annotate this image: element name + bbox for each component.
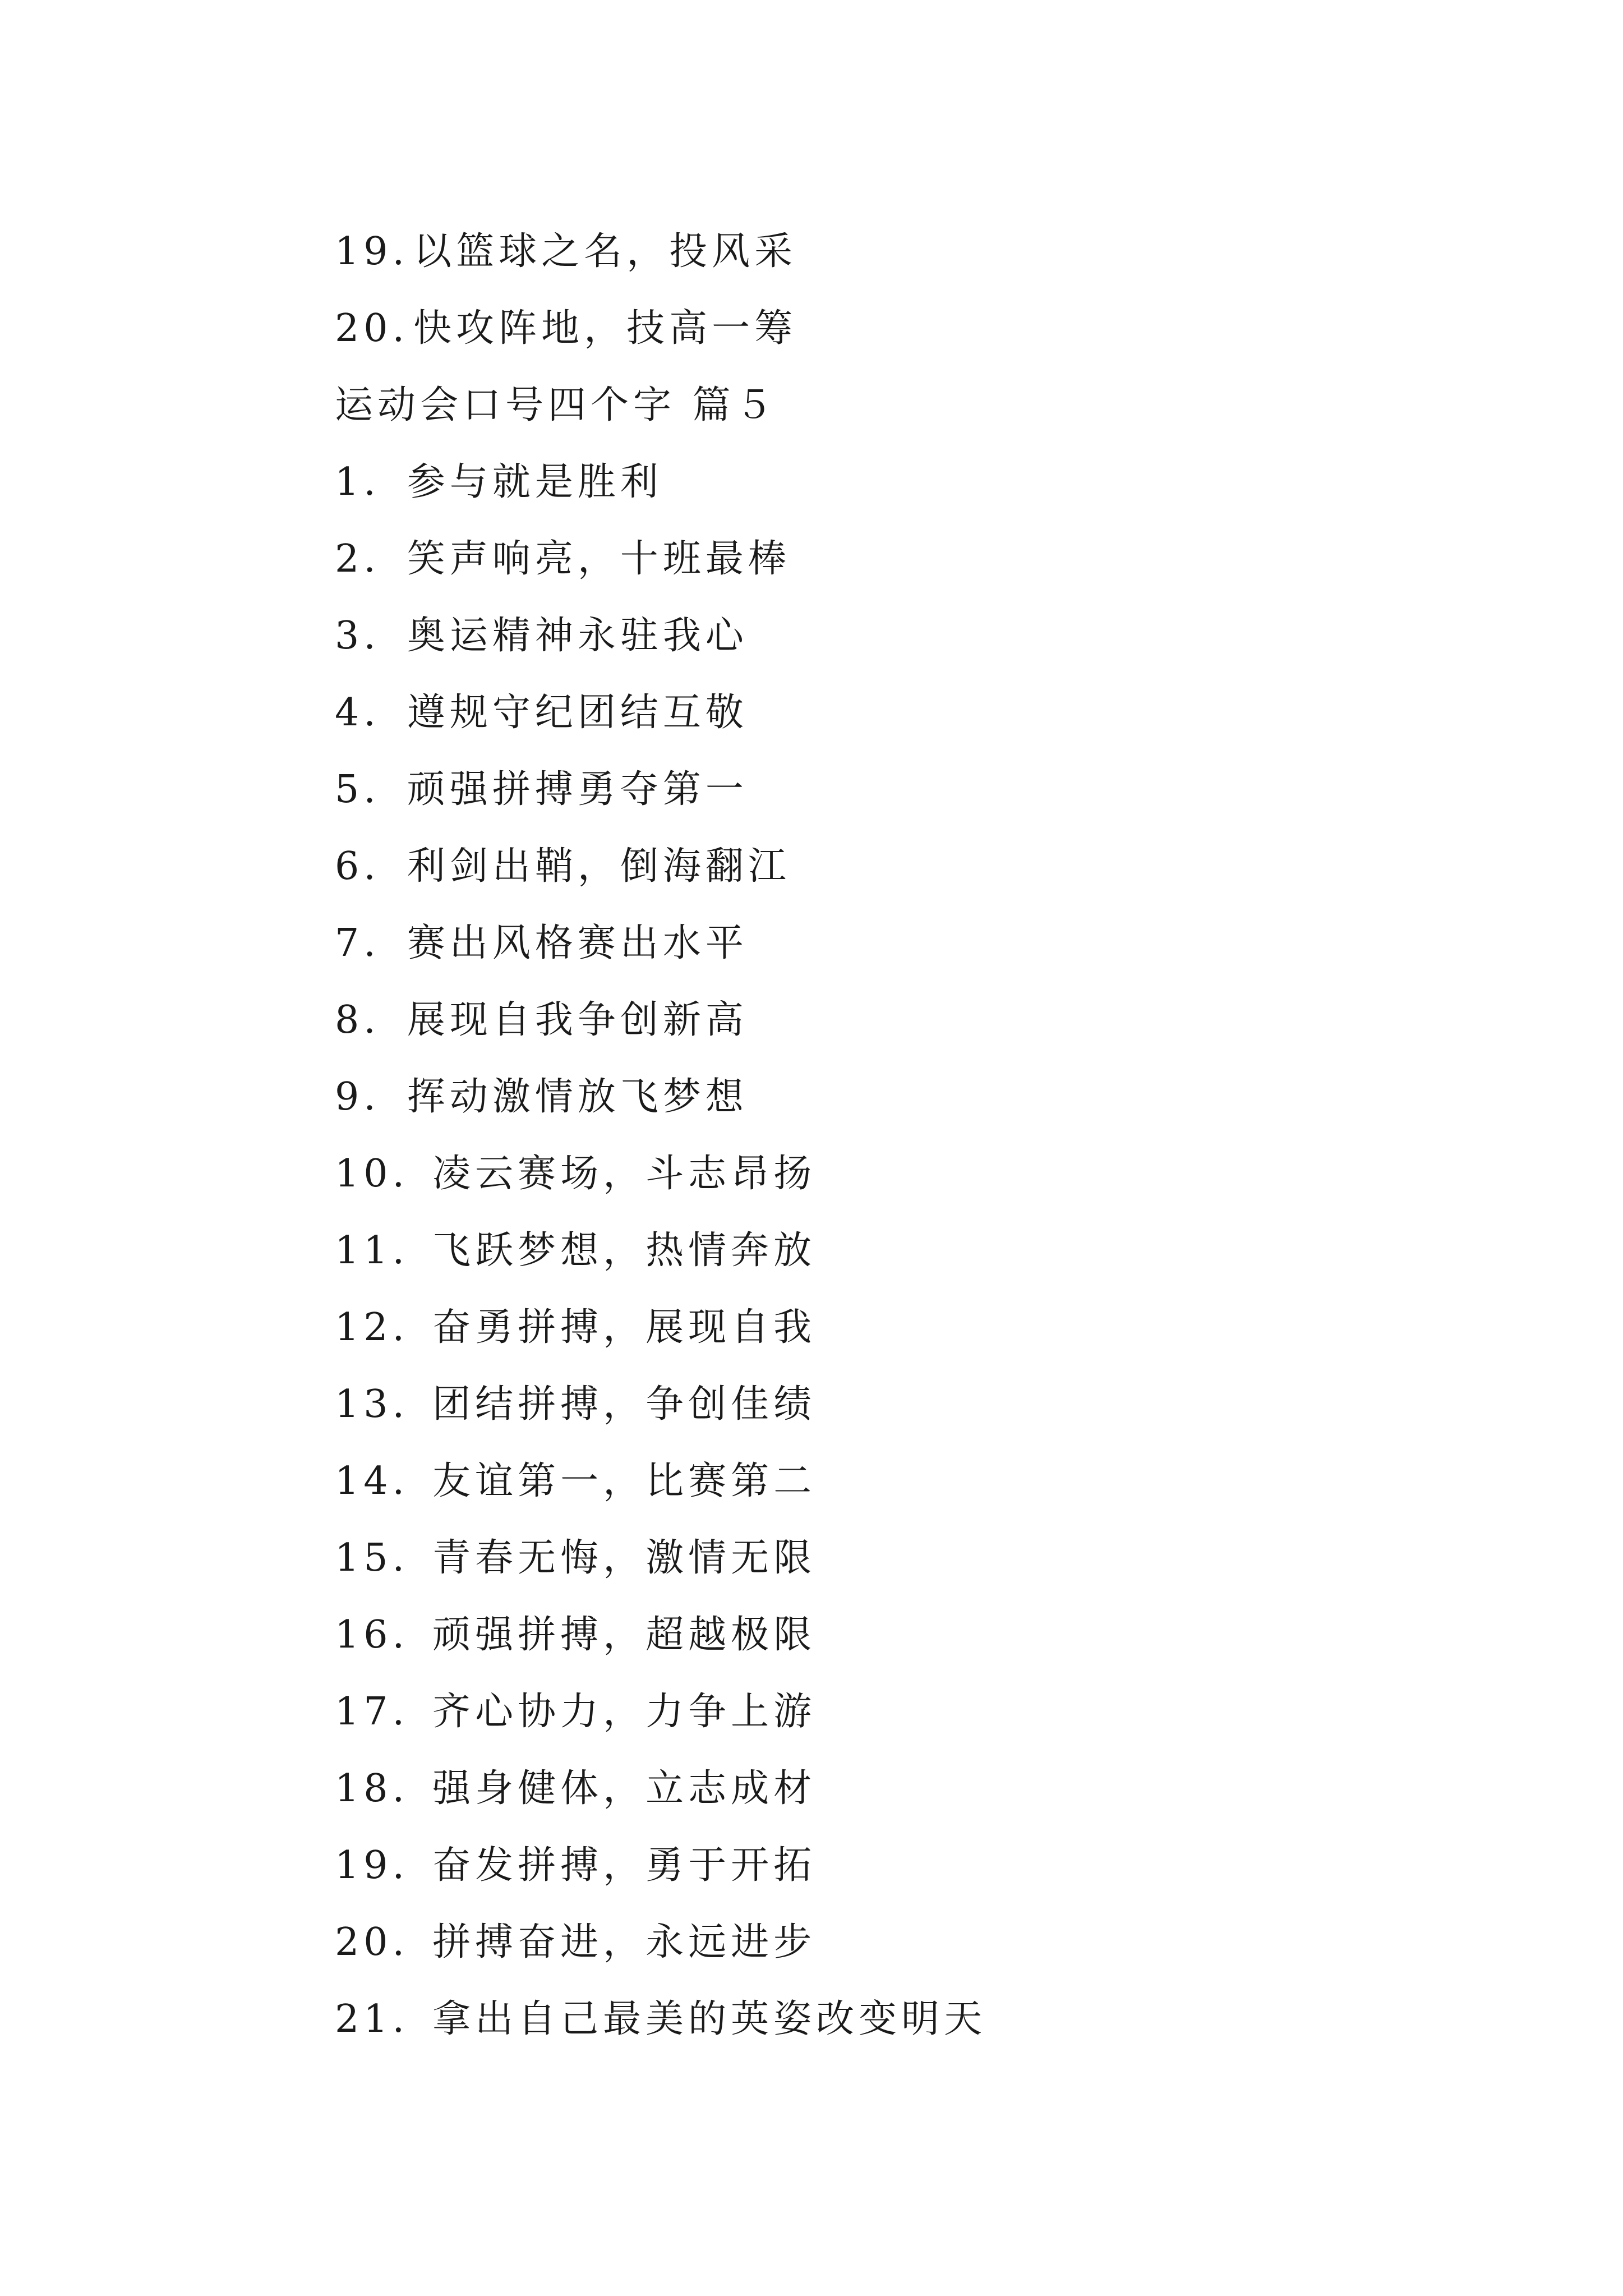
item-number: 2.	[335, 536, 380, 581]
item-text: 顽强拼搏勇夺第一	[407, 767, 748, 812]
item-number: 18.	[335, 1766, 409, 1811]
item-number: 10.	[335, 1151, 409, 1196]
item-number: 16.	[335, 1612, 409, 1657]
item-number: 12.	[335, 1305, 409, 1350]
list-item	[335, 521, 1456, 597]
item-text: 飞跃梦想，热情奔放	[432, 1228, 817, 1273]
item-number: 5.	[335, 767, 380, 812]
list-item	[335, 1904, 1456, 1981]
item-text: 团结拼搏，争创佳绩	[432, 1382, 817, 1427]
list-item	[335, 290, 1456, 367]
item-text: 挥动激情放飞梦想	[407, 1074, 748, 1119]
list-item	[335, 1212, 1456, 1289]
item-text: 以篮球之名，投风采	[413, 229, 797, 274]
list-item	[335, 597, 1456, 674]
item-text: 青春无悔，激情无限	[432, 1535, 817, 1580]
item-number: 1.	[335, 459, 380, 504]
list-item	[335, 905, 1456, 982]
item-text: 强身健体，立志成材	[432, 1766, 817, 1811]
section-heading	[335, 367, 1456, 444]
list-item	[335, 1366, 1456, 1443]
item-text: 奋发拼搏，勇于开拓	[432, 1843, 817, 1888]
item-number: 14.	[335, 1458, 409, 1503]
item-text: 赛出风格赛出水平	[407, 921, 748, 965]
list-item	[335, 1596, 1456, 1673]
list-item	[335, 674, 1456, 751]
list-item	[335, 1443, 1456, 1520]
list-item	[335, 1520, 1456, 1596]
item-number: 13.	[335, 1382, 409, 1427]
list-item	[335, 1981, 1456, 2058]
list-item	[335, 751, 1456, 828]
item-text: 遵规守纪团结互敬	[407, 690, 748, 735]
item-text: 奋勇拼搏，展现自我	[432, 1305, 817, 1350]
item-number: 19.	[335, 1843, 409, 1888]
item-text: 齐心协力，力争上游	[432, 1689, 817, 1734]
item-number: 20.	[335, 306, 409, 351]
list-item	[335, 1059, 1456, 1135]
item-text: 展现自我争创新高	[407, 997, 748, 1042]
item-number: 6.	[335, 844, 380, 889]
list-item	[335, 444, 1456, 521]
item-number: 7.	[335, 921, 380, 965]
list-item	[335, 828, 1456, 905]
list-item	[335, 1750, 1456, 1827]
item-text: 顽强拼搏，超越极限	[432, 1612, 817, 1657]
item-number: 4.	[335, 690, 380, 735]
item-number: 15.	[335, 1535, 409, 1580]
item-text: 凌云赛场，斗志昂扬	[432, 1151, 817, 1196]
item-number: 19.	[335, 229, 409, 274]
list-item	[335, 1135, 1456, 1212]
item-text: 友谊第一，比赛第二	[432, 1458, 817, 1503]
item-number: 11.	[335, 1228, 409, 1273]
item-number: 3.	[335, 613, 380, 658]
list-item	[335, 1673, 1456, 1750]
item-text: 快攻阵地，技高一筹	[413, 306, 797, 351]
list-item	[335, 213, 1456, 290]
item-text: 笑声响亮，十班最棒	[407, 536, 791, 581]
item-number: 21.	[335, 1996, 409, 2041]
item-text: 拼搏奋进，永远进步	[432, 1920, 817, 1964]
heading-text: 运动会口号四个字 篇５	[335, 383, 778, 427]
item-text: 拿出自己最美的英姿改变明天	[432, 1996, 987, 2041]
list-item	[335, 1827, 1456, 1904]
item-text: 利剑出鞘，倒海翻江	[407, 844, 791, 889]
item-number: 9.	[335, 1074, 380, 1119]
list-item	[335, 1289, 1456, 1366]
list-item	[335, 982, 1456, 1059]
item-number: 17.	[335, 1689, 409, 1734]
item-number: 8.	[335, 997, 380, 1042]
document-body	[335, 213, 1456, 2058]
item-text: 奥运精神永驻我心	[407, 613, 748, 658]
item-number: 20.	[335, 1920, 409, 1964]
item-text: 参与就是胜利	[407, 459, 663, 504]
